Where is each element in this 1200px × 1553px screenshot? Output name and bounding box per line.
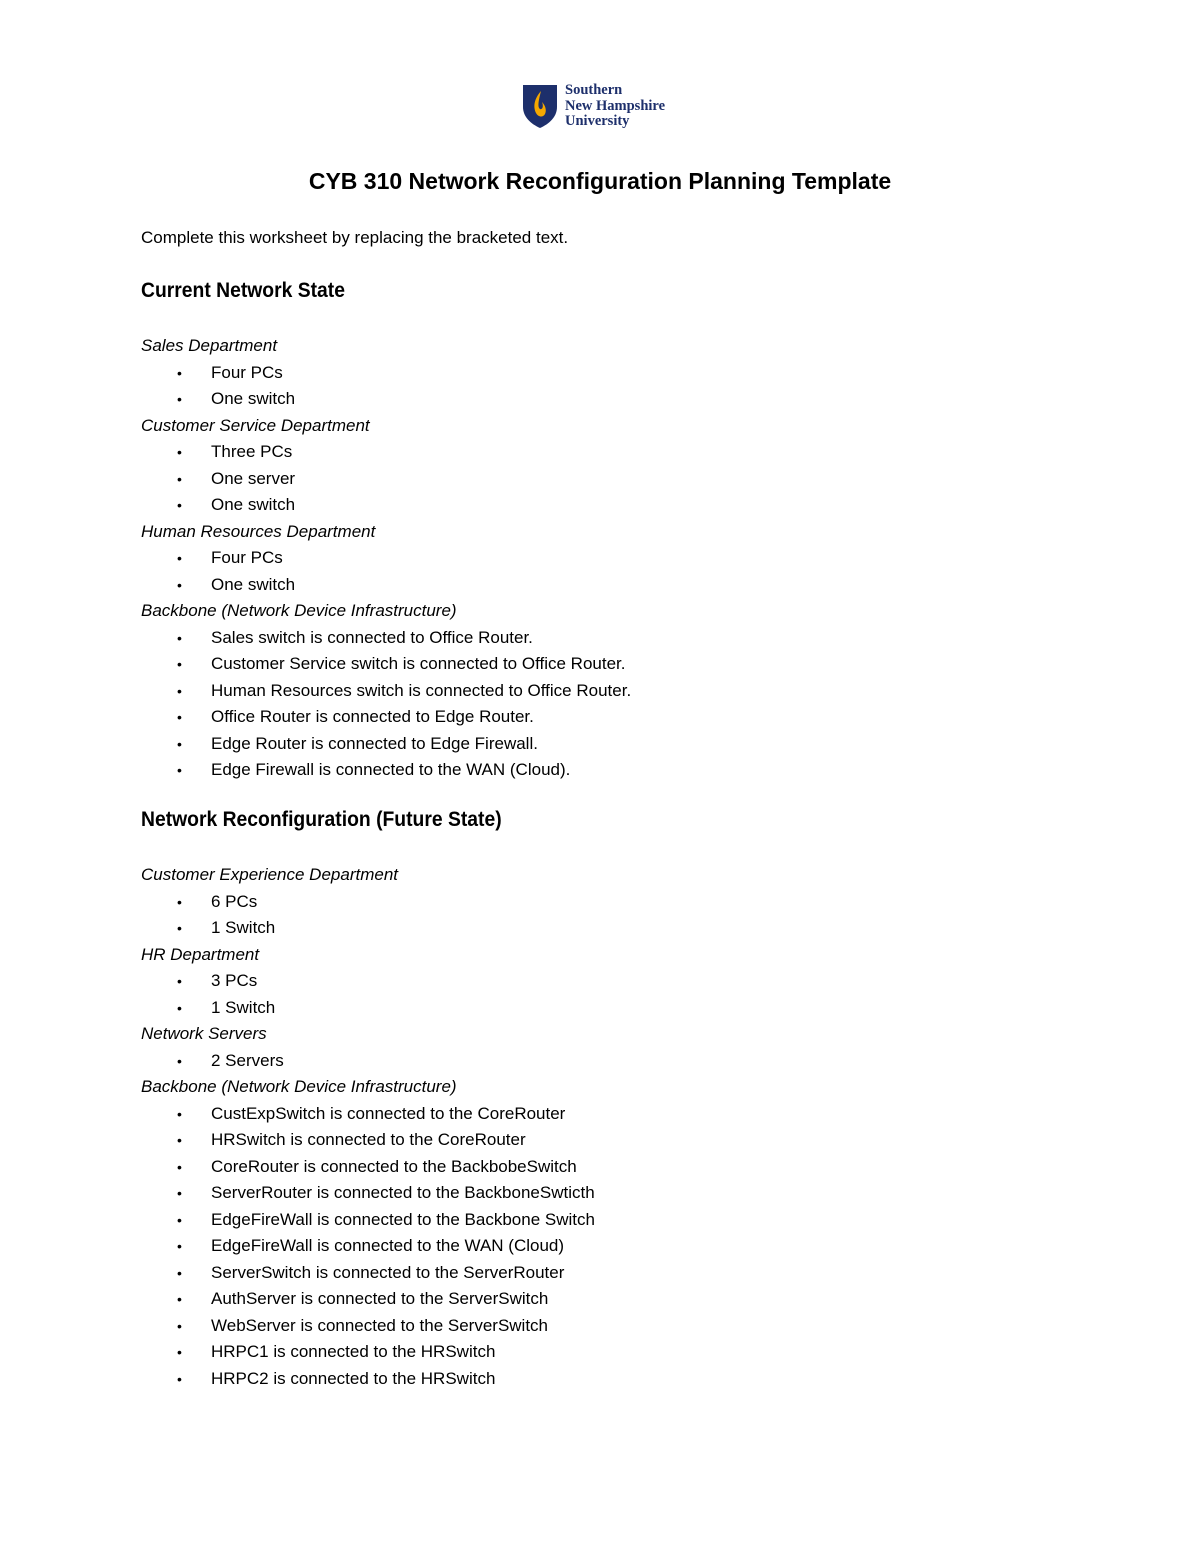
list-item bbox=[141, 1339, 1041, 1366]
list-item bbox=[141, 625, 1041, 652]
department-label: Human Resources Department bbox=[141, 521, 376, 541]
bullet-icon: • bbox=[177, 973, 182, 989]
bullet-icon: • bbox=[177, 470, 182, 487]
bullet-icon: • bbox=[177, 1105, 182, 1122]
list-item-text: 6 PCs bbox=[211, 891, 258, 911]
list-item bbox=[141, 466, 1041, 493]
list-item-text: One server bbox=[211, 468, 296, 488]
list-item-text: One switch bbox=[211, 389, 296, 408]
list-item-text: Edge Firewall is connected to the WAN (Cloud). bbox=[211, 760, 571, 779]
logo-line: University bbox=[565, 113, 630, 129]
bullet-icon: • bbox=[177, 497, 182, 513]
list-item bbox=[141, 1127, 1041, 1154]
bullet-icon: • bbox=[177, 709, 182, 725]
bullet-icon: • bbox=[177, 391, 182, 407]
bullet-icon: • bbox=[177, 364, 182, 381]
list-item-text: HRPC2 is connected to the HRSwitch bbox=[211, 1368, 496, 1388]
list-item bbox=[141, 968, 1041, 995]
department-label: Customer Service Department bbox=[141, 415, 370, 435]
bullet-icon: • bbox=[177, 762, 182, 778]
current-state-section bbox=[141, 277, 1041, 784]
list-item bbox=[141, 572, 1041, 599]
instructions-text: Complete this worksheet by replacing the bracketed text. bbox=[141, 228, 569, 247]
list-item bbox=[141, 1154, 1041, 1181]
department-label: Backbone (Network Device Infrastructure) bbox=[141, 601, 457, 620]
bullet-list bbox=[141, 889, 1041, 942]
list-item-text: CustExpSwitch is connected to the CoreRouter bbox=[211, 1103, 566, 1123]
list-item-text: Customer Service switch is connected to Office Router. bbox=[211, 654, 626, 673]
list-item-text: ServerRouter is connected to the BackboneSwticth bbox=[211, 1183, 595, 1202]
bullet-list bbox=[141, 439, 1041, 519]
bullet-list bbox=[141, 625, 1041, 784]
department-label: HR Department bbox=[141, 944, 260, 964]
list-item-text: 2 Servers bbox=[211, 1050, 284, 1070]
bullet-icon: • bbox=[177, 1132, 182, 1148]
bullet-icon: • bbox=[177, 1052, 182, 1069]
bullet-icon: • bbox=[177, 576, 182, 593]
bullet-icon: • bbox=[177, 1238, 182, 1254]
section-heading: Network Reconfiguration (Future State) bbox=[141, 808, 502, 831]
university-logo bbox=[521, 83, 665, 130]
document-title: CYB 310 Network Reconfiguration Planning Template bbox=[308, 168, 892, 194]
list-item-text: Office Router is connected to Edge Router. bbox=[211, 707, 534, 726]
bullet-icon: • bbox=[177, 920, 182, 936]
list-item bbox=[141, 1260, 1041, 1287]
list-item-text: Three PCs bbox=[211, 442, 293, 461]
bullet-icon: • bbox=[177, 893, 182, 910]
list-item-text: WebServer is connected to the ServerSwitch bbox=[211, 1315, 549, 1335]
list-item bbox=[141, 915, 1041, 942]
list-item-text: EdgeFireWall is connected to the Backbone Switch bbox=[211, 1209, 595, 1229]
logo-wordmark bbox=[565, 83, 665, 130]
future-groups bbox=[141, 862, 1041, 1392]
list-item bbox=[141, 492, 1041, 519]
list-item bbox=[141, 439, 1041, 466]
bullet-icon: • bbox=[177, 1211, 182, 1228]
list-item-text: Four PCs bbox=[211, 548, 283, 567]
bullet-icon: • bbox=[177, 1344, 182, 1360]
list-item bbox=[141, 651, 1041, 678]
department-label: Backbone (Network Device Infrastructure) bbox=[141, 1077, 457, 1096]
list-item-text: EdgeFireWall is connected to the WAN (Cloud) bbox=[211, 1236, 565, 1255]
list-item-text: 1 Switch bbox=[211, 997, 276, 1017]
list-item bbox=[141, 1313, 1041, 1340]
bullet-icon: • bbox=[177, 1185, 182, 1201]
bullet-list bbox=[141, 1048, 1041, 1075]
list-item bbox=[141, 1101, 1041, 1128]
department-label: Customer Experience Department bbox=[141, 865, 399, 884]
logo-line: New Hampshire bbox=[565, 97, 666, 114]
shield-flame-icon bbox=[521, 83, 559, 129]
bullet-icon: • bbox=[177, 999, 182, 1016]
list-item-text: AuthServer is connected to the ServerSwitch bbox=[211, 1289, 549, 1308]
list-item-text: ServerSwitch is connected to the ServerRouter bbox=[211, 1262, 565, 1282]
bullet-list bbox=[141, 360, 1041, 413]
section-heading: Current Network State bbox=[141, 279, 345, 302]
bullet-icon: • bbox=[177, 444, 182, 460]
list-item bbox=[141, 757, 1041, 784]
list-item bbox=[141, 1048, 1041, 1075]
list-item-text: CoreRouter is connected to the BackbobeSwitch bbox=[211, 1156, 577, 1176]
bullet-icon: • bbox=[177, 1370, 182, 1387]
list-item-text: 1 Switch bbox=[211, 918, 276, 937]
list-item bbox=[141, 1233, 1041, 1260]
list-item-text: One switch bbox=[211, 495, 296, 514]
list-item bbox=[141, 678, 1041, 705]
list-item bbox=[141, 1366, 1041, 1393]
bullet-icon: • bbox=[177, 550, 182, 566]
bullet-icon: • bbox=[177, 1291, 182, 1307]
list-item bbox=[141, 1207, 1041, 1234]
bullet-icon: • bbox=[177, 682, 182, 699]
list-item bbox=[141, 995, 1041, 1022]
list-item bbox=[141, 1286, 1041, 1313]
list-item bbox=[141, 704, 1041, 731]
future-state-section bbox=[141, 806, 1041, 1392]
list-item bbox=[141, 889, 1041, 916]
logo-line: Southern bbox=[565, 82, 623, 98]
bullet-icon: • bbox=[177, 656, 182, 672]
bullet-list bbox=[141, 545, 1041, 598]
bullet-icon: • bbox=[177, 735, 182, 752]
department-label: Network Servers bbox=[141, 1024, 267, 1043]
list-item-text: 3 PCs bbox=[211, 971, 258, 990]
bullet-icon: • bbox=[177, 1317, 182, 1334]
list-item-text: Four PCs bbox=[211, 362, 283, 382]
bullet-list bbox=[141, 1101, 1041, 1393]
current-groups bbox=[141, 333, 1041, 784]
list-item-text: Sales switch is connected to Office Router. bbox=[211, 627, 533, 647]
bullet-icon: • bbox=[177, 1158, 182, 1175]
list-item bbox=[141, 360, 1041, 387]
list-item bbox=[141, 545, 1041, 572]
list-item bbox=[141, 1180, 1041, 1207]
bullet-icon: • bbox=[177, 1264, 182, 1281]
list-item-text: One switch bbox=[211, 574, 296, 594]
list-item-text: Human Resources switch is connected to Office Router. bbox=[211, 680, 632, 700]
list-item-text: HRPC1 is connected to the HRSwitch bbox=[211, 1342, 496, 1361]
list-item bbox=[141, 731, 1041, 758]
bullet-icon: • bbox=[177, 629, 182, 646]
list-item bbox=[141, 386, 1041, 413]
list-item-text: HRSwitch is connected to the CoreRouter bbox=[211, 1130, 526, 1149]
list-item-text: Edge Router is connected to Edge Firewall. bbox=[211, 733, 538, 753]
department-label: Sales Department bbox=[141, 336, 278, 355]
bullet-list bbox=[141, 968, 1041, 1021]
